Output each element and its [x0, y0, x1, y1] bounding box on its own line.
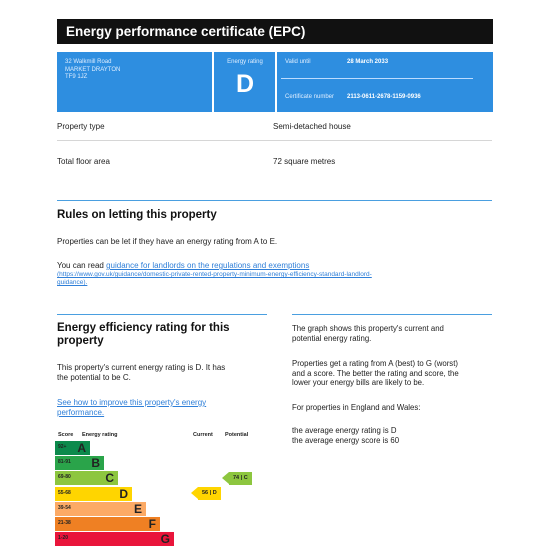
- potential-rating-label: 74 | C: [233, 474, 248, 481]
- rating-label: Energy rating: [227, 59, 263, 65]
- address-line: MARKET DRAYTON: [65, 66, 121, 73]
- potential-header: Potential: [225, 432, 249, 438]
- guidance-url-line: guidance).: [57, 279, 88, 286]
- score-header: Score: [58, 432, 74, 438]
- rating-band-a: [55, 441, 90, 455]
- property-type-value: Semi-detached house: [273, 122, 351, 131]
- guidance-url-line: (https://www.gov.uk/guidance/domestic-private-rented-property-minimum-energy-efficiency-standard-landlord-: [57, 271, 372, 278]
- row-divider: [57, 140, 492, 141]
- guidance-prefix: You can read: [57, 261, 107, 270]
- text-line: the average energy score is 60: [292, 435, 400, 445]
- band-range: 69-80: [58, 474, 71, 481]
- band-letter: A: [77, 441, 86, 455]
- rating-band-e: [55, 502, 146, 516]
- average-text: [292, 426, 497, 445]
- region-text: For properties in England and Wales:: [292, 403, 421, 412]
- current-rating-label: 56 | D: [202, 490, 217, 497]
- band-letter: F: [148, 517, 156, 531]
- rating-band-d: [55, 487, 132, 501]
- rating-letter: D: [235, 70, 255, 98]
- graph-explanation: [292, 324, 497, 343]
- floor-area-value: 72 square metres: [273, 157, 336, 166]
- valid-until-label: Valid until: [285, 59, 311, 65]
- arrow-tip: [222, 472, 229, 484]
- band-letter: E: [133, 501, 142, 516]
- property-type-label: Property type: [57, 122, 105, 131]
- improve-link-line[interactable]: See how to improve this property's energy: [57, 398, 207, 407]
- guidance-link[interactable]: guidance for landlords on the regulations and exemptions: [106, 261, 310, 270]
- rating-explanation: [292, 359, 497, 388]
- guidance-url[interactable]: [57, 271, 477, 287]
- text-line: the potential to be C.: [57, 373, 131, 382]
- band-letter: B: [91, 456, 100, 471]
- potential-rating-arrow: [229, 472, 252, 485]
- summary-panel: [57, 52, 493, 112]
- text-line: the average energy rating is D: [292, 426, 397, 435]
- current-header: Current: [193, 432, 213, 438]
- band-range: 21-38: [58, 520, 71, 526]
- floor-area-label: Total floor area: [57, 157, 110, 166]
- rating-band-b: [55, 456, 104, 470]
- rating-header: Energy rating: [82, 432, 118, 438]
- letting-paragraph: Properties can be let if they have an energy rating from A to E.: [57, 237, 278, 246]
- text-line: and a score. The better the rating and score, the: [292, 368, 459, 378]
- efficiency-heading-line: property: [57, 335, 104, 347]
- band-range: 55-68: [58, 489, 71, 496]
- text-line: Properties get a rating from A (best) to G (worst): [292, 359, 458, 368]
- text-line: This property's current energy rating is D. It has: [57, 363, 226, 372]
- certificate-number-value: 2113-0611-2678-1159-0936: [347, 94, 421, 100]
- current-rating-text: [57, 363, 225, 383]
- text-line: lower your energy bills are likely to be.: [292, 378, 425, 387]
- text-line: The graph shows this property's current and: [292, 324, 444, 333]
- section-rule: [57, 314, 267, 315]
- improve-link[interactable]: [57, 398, 206, 418]
- panel-divider: [275, 52, 277, 112]
- letting-guidance: [57, 261, 309, 271]
- current-rating-arrow: [198, 487, 221, 500]
- rating-band-g: [55, 532, 174, 546]
- band-letter: C: [105, 471, 114, 486]
- band-range: 39-54: [58, 504, 71, 511]
- rating-band-f: [55, 517, 160, 531]
- valid-until-value: 28 March 2033: [347, 59, 389, 65]
- certificate-number-label: Certificate number: [285, 94, 335, 100]
- text-line: potential energy rating.: [292, 333, 372, 343]
- address-line: TF9 1JZ: [65, 74, 88, 80]
- efficiency-heading-line: Energy efficiency rating for this: [57, 322, 230, 334]
- band-range: 92+: [58, 444, 67, 450]
- efficiency-heading: [57, 322, 230, 348]
- panel-rule: [281, 78, 473, 79]
- address-line: 32 Walkmill Road: [65, 59, 112, 65]
- section-rule: [57, 200, 492, 201]
- letting-heading: Rules on letting this property: [57, 209, 217, 221]
- band-range: 1-20: [58, 535, 69, 542]
- band-range: 81-91: [58, 459, 71, 466]
- band-letter: G: [160, 532, 170, 547]
- page-title: Energy performance certificate (EPC): [57, 19, 493, 44]
- arrow-tip: [191, 487, 198, 499]
- band-letter: D: [119, 486, 128, 501]
- rating-band-c: [55, 471, 118, 485]
- address: [65, 59, 120, 82]
- improve-link-line[interactable]: performance.: [57, 408, 105, 417]
- section-rule: [292, 314, 492, 315]
